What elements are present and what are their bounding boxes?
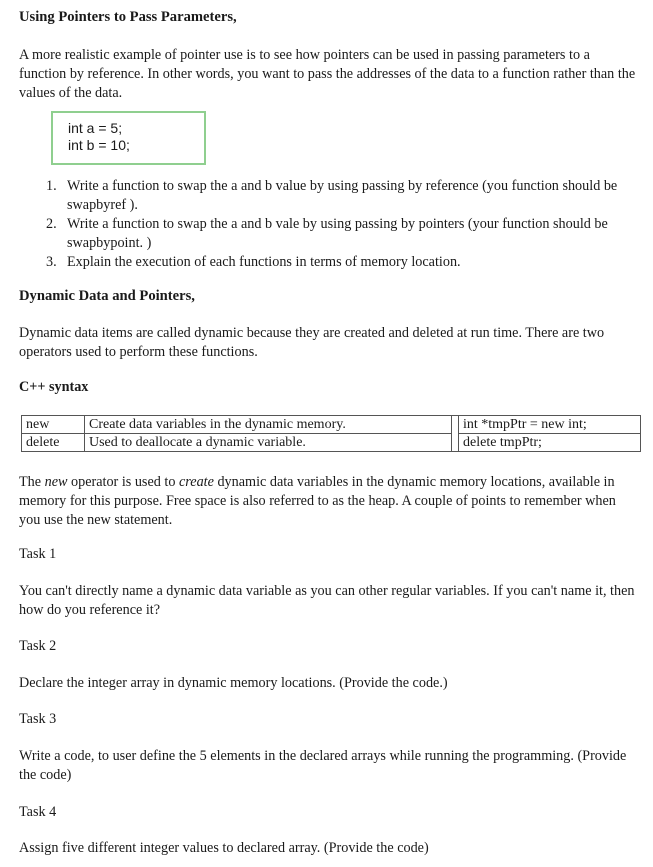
- list-text: Write a function to swap the a and b value by using passing by reference (you function should be swapbyref ).: [67, 178, 618, 213]
- table-row: [22, 434, 641, 452]
- list-item: [19, 253, 619, 272]
- pointers-intro: A more realistic example of pointer use is to see how pointers can be used in passing parameters to a function by reference. In other words, you want to pass the addresses of the data to a function rather than the values of the data.: [19, 47, 636, 101]
- text-run-italic: create: [178, 474, 214, 490]
- list-item: [19, 215, 619, 253]
- text-run: The: [19, 474, 45, 490]
- table-gap: [452, 434, 459, 452]
- dynamic-intro: Dynamic data items are called dynamic because they are created and deleted at run time. There are two operators used to perform these functions.: [19, 325, 605, 360]
- list-text: Write a function to swap the a and b vale by using passing by pointers (your function should be swapbypoint. ): [67, 216, 608, 251]
- table-cell-op: delete: [22, 434, 85, 452]
- new-operator-paragraph: [19, 473, 639, 530]
- task-text: Declare the integer array in dynamic memory locations. (Provide the code.): [19, 675, 448, 691]
- text-run: operator is used to: [67, 474, 179, 490]
- task-label: Task 4: [19, 804, 57, 820]
- table-gap: [452, 416, 459, 434]
- text-run-italic: new: [44, 474, 68, 490]
- text-run: dynamic data variables in the dynamic memory locations, available in memory for this purpose. Free space is also referred to as the heap. A couple of points to remember when you use the new statement.: [19, 474, 616, 528]
- table-cell-op: new: [22, 416, 85, 434]
- task-label: Task 3: [19, 711, 57, 727]
- list-number: 2.: [46, 216, 57, 232]
- list-item: [19, 177, 619, 215]
- table-row: [22, 416, 641, 434]
- task-label: Task 2: [19, 638, 57, 654]
- list-number: 3.: [46, 254, 57, 270]
- task-text: Write a code, to user define the 5 elements in the declared arrays while running the programming. (Provide the code): [19, 748, 627, 783]
- table-cell-desc: Used to deallocate a dynamic variable.: [85, 434, 452, 452]
- task-text: Assign five different integer values to declared array. (Provide the code): [19, 840, 429, 856]
- syntax-heading: C++ syntax: [19, 379, 89, 395]
- code-line: int b = 10;: [68, 137, 130, 153]
- table-cell-example: int *tmpPtr = new int;: [459, 416, 641, 434]
- code-line: int a = 5;: [68, 120, 123, 136]
- list-text: Explain the execution of each functions in terms of memory location.: [67, 254, 461, 270]
- section-title-dynamic: Dynamic Data and Pointers,: [19, 288, 195, 304]
- operators-table: [21, 415, 641, 452]
- list-number: 1.: [46, 178, 57, 194]
- code-box: [51, 111, 206, 165]
- section-title-pointers: Using Pointers to Pass Parameters,: [19, 9, 237, 25]
- table-cell-example: delete tmpPtr;: [459, 434, 641, 452]
- exercise-list: [19, 177, 619, 272]
- table-cell-desc: Create data variables in the dynamic memory.: [85, 416, 452, 434]
- task-label: Task 1: [19, 546, 57, 562]
- task-text: You can't directly name a dynamic data variable as you can other regular variables. If you can't name it, then how do you reference it?: [19, 583, 635, 618]
